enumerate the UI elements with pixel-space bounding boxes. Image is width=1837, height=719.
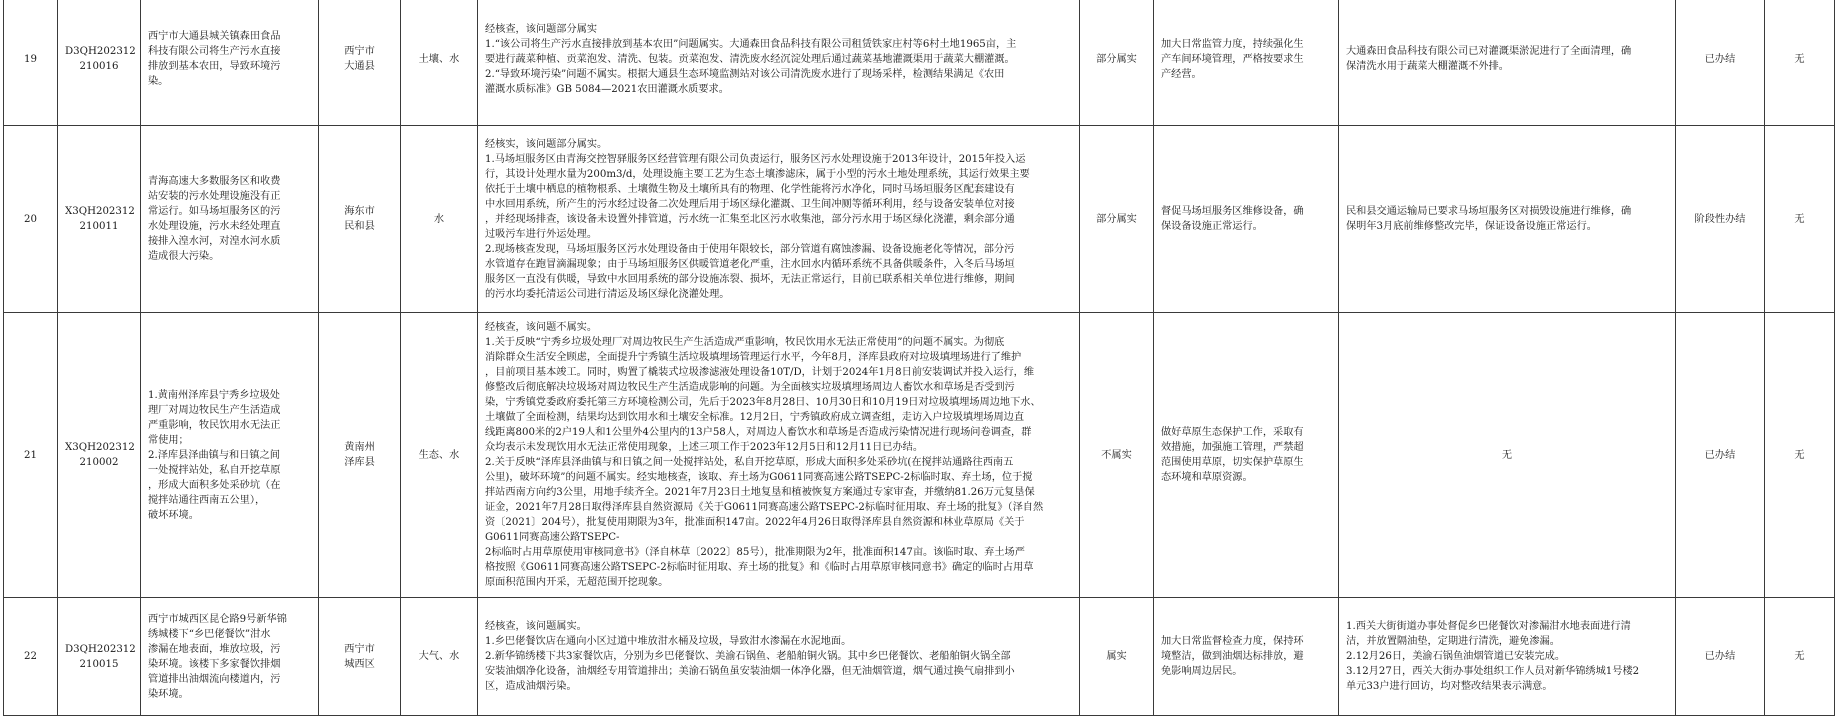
region: 西宁市 城西区 [319,598,401,716]
verdict: 属实 [1080,598,1154,716]
pollution-type: 水 [401,126,478,313]
complaint-table [3,0,1835,716]
table-row [4,313,1835,598]
case-code: D3QH202312 210015 [58,598,141,716]
row-number: 22 [4,598,58,716]
complaint-content: 青海高速大多数服务区和收费 站安装的污水处理设施没有正 常运行。如马场垣服务区的污 水处理设施，污水未经处理直 接排入湟水河，对湟水河水质 造成很大污染。 [141,126,319,313]
rectification-result: 大通森田食品科技有限公司已对灌溉渠淤泥进行了全面清理，确 保清洗水用于蔬菜大棚灌溉不外排。 [1339,0,1676,126]
handling-measures: 督促马场垣服务区维修设备，确 保设备设施正常运行。 [1154,126,1339,313]
complaint-content: 西宁市城西区昆仑路9号新华锦 绣城楼下“乡巴佬餐饮”泔水 渗漏在地表面，堆放垃圾，污 染环境。该楼下多家餐饮排烟 管道排出油烟流向楼道内，污 染环境。 [141,598,319,716]
handling-measures: 加大日常监督检查力度，保持环 境整洁，做到油烟达标排放，避 免影响周边居民。 [1154,598,1339,716]
pollution-type: 土壤、水 [401,0,478,126]
accountability: 无 [1765,126,1835,313]
verdict: 部分属实 [1080,126,1154,313]
case-code: X3QH202312 210002 [58,313,141,598]
accountability: 无 [1765,313,1835,598]
investigation-findings: 经核查，该问题属实。 1.乡巴佬餐饮店在通向小区过道中堆放泔水桶及垃圾，导致泔水渗漏在水泥地面。 2.新华锦绣楼下共3家餐饮店，分别为乡巴佬餐饮、美渝石锅鱼、老船舶铜火锅。其中乡巴佬餐饮、老船舶铜火锅全部 安装油烟净化设备，油烟经专用管道排出；美渝石锅鱼虽安装油烟一体净化器，但无油烟管道，烟气通过换气扇排到小 区，造成油烟污染。 [478,598,1080,716]
rectification-result: 1.西关大街街道办事处督促乡巴佬餐饮对渗漏泔水地表面进行清 洁，并放置隔油垫，定期进行清洗，避免渗漏。 2.12月26日，美渝石锅鱼油烟管道已安装完成。 3.12月27日，西关大街办事处组织工作人员对新华锦绣城1号楼2 单元33户进行回访，均对整改结果表示满意。 [1339,598,1676,716]
status: 阶段性办结 [1676,126,1765,313]
case-code: X3QH202312 210011 [58,126,141,313]
region: 海东市 民和县 [319,126,401,313]
complaint-content: 西宁市大通县城关镇森田食品 科技有限公司将生产污水直接 排放到基本农田，导致环境污 染。 [141,0,319,126]
region: 黄南州 泽库县 [319,313,401,598]
handling-measures: 做好草原生态保护工作，采取有 效措施，加强施工管理，严禁超 范围使用草原，切实保护草原生 态环境和草原资源。 [1154,313,1339,598]
pollution-type: 大气、水 [401,598,478,716]
rectification-result: 民和县交通运输局已要求马场垣服务区对损毁设施进行维修，确 保明年3月底前维修整改完毕，保证设备设施正常运行。 [1339,126,1676,313]
status: 已办结 [1676,598,1765,716]
case-code: D3QH202312 210016 [58,0,141,126]
complaint-content: 1.黄南州泽库县宁秀乡垃圾处 理厂对周边牧民生产生活造成 严重影响，牧民饮用水无法正 常使用； 2.泽库县泽曲镇与和日镇之间 一处搅拌站处，私自开挖草原 ，形成大面积多处采砂坑（在 搅拌站通往西南五公里）， 破坏环境。 [141,313,319,598]
investigation-findings: 经核实，该问题部分属实。 1.马场垣服务区由青海交控智驿服务区经营管理有限公司负责运行，服务区污水处理设施于2013年设计，2015年投入运 行，其设计处理水量为200m3/d，处理设施主要工艺为生态土壤渗滤床，属于小型的污水土地处理系统，其运行效果主要 依托于土壤中栖息的植物根系、土壤微生物及土壤所具有的物理、化学性能将污水净化，同时马场垣服务区配套建设有 中水回用系统，所产生的污水经过设备二次处理后用于场区绿化灌溉、卫生间冲厕等循环利用，经与设备安装单位对接 ，并经现场排查，该设备未设置外排管道，污水统一汇集至北区污水收集池，部分污水用于场区绿化浇灌，剩余部分通 过吸污车进行外运处理。 2.现场核查发现，马场垣服务区污水处理设备由于使用年限较长，部分管道有腐蚀渗漏、设备设施老化等情况，部分污 水管道存在跑冒滴漏现象；由于马场垣服务区供暖管道老化严重，注水回水内循环系统不具备供暖条件，入冬后马场垣 服务区一直没有供暖，导致中水回用系统的部分设施冻裂、损坏，无法正常运行，目前已联系相关单位进行维修，期间 的污水均委托清运公司进行清运及场区绿化浇灌处理。 [478,126,1080,313]
investigation-findings: 经核查，该问题部分属实 1.“该公司将生产污水直接排放到基本农田”问题属实。大通森田食品科技有限公司租赁铁家庄村等6村土地1965亩，主 要进行蔬菜种植、贡菜泡发、清洗、包装。贡菜泡发、清洗废水经沉淀处理后通过蔬菜基地灌溉渠用于蔬菜大棚灌溉。 2.“导致环境污染”问题不属实。根据大通县生态环境监测站对该公司清洗废水进行了现场采样，检测结果满足《农田 灌溉水质标准》GB 5084—2021农田灌溉水质要求。 [478,0,1080,126]
region: 西宁市 大通县 [319,0,401,126]
table-row [4,0,1835,126]
row-number: 21 [4,313,58,598]
accountability: 无 [1765,598,1835,716]
table-row [4,126,1835,313]
accountability: 无 [1765,0,1835,126]
handling-measures: 加大日常监管力度，持续强化生 产车间环境管理，严格按要求生 产经营。 [1154,0,1339,126]
table-row [4,598,1835,716]
verdict: 不属实 [1080,313,1154,598]
verdict: 部分属实 [1080,0,1154,126]
investigation-findings: 经核查，该问题不属实。 1.关于反映“宁秀乡垃圾处理厂对周边牧民生产生活造成严重影响，牧民饮用水无法正常使用”的问题不属实。为彻底 消除群众生活安全顾虑，全面提升宁秀镇生活垃圾填埋场管理运行水平，今年8月，泽库县政府对垃圾填埋场进行了维护 ，目前项目基本竣工。同时，购置了橇装式垃圾渗滤液处理设备10T/D，计划于2024年1月8日前安装调试并投入运行，维 修整改后彻底解决垃圾场对周边牧民生产生活造成影响的问题。为全面核实垃圾填埋场周边人畜饮水和草场是否受到污 染，宁秀镇党委政府委托第三方环境检测公司，先后于2023年8月28日、10月30日和10月19日对垃圾填埋场周边地下水、 土壤做了全面检测，结果均达到饮用水和土壤安全标准。12月2日，宁秀镇政府成立调查组，走访入户垃圾填埋场周边直 线距离800米的2户19人和1公里外4公里内的13户58人，对周边人畜饮水和草场是否造成污染情况进行现场问卷调查，群 众均表示未发现饮用水无法正常使用现象，上述三项工作于2023年12月5日和12月11日已办结。 2.关于反映“泽库县泽曲镇与和日镇之间一处搅拌站处，私自开挖草原，形成大面积多处采砂坑(在搅拌站通路往西南五 公里)，破坏环境”的问题不属实。经实地核查，该取、弃土场为G0611同赛高速公路TSEPC-2标临时取、弃土场，位于搅 拌站西南方向约3公里，用地手续齐全。2021年7月23日土地复垦和植被恢复方案通过专家审查，并缴纳81.26万元复垦保 证金，2021年7月28日取得泽库县自然资源局《关于G0611同赛高速公路TSEPC-2标临时征用取、弃土场的批复》（泽自然 资〔2021〕204号），批复使用期限为3年，批准面积147亩。2022年4月26日取得泽库县自然资源和林业草原局《关于 G0611同赛高速公路TSEPC- 2标临时占用草原使用审核同意书》（泽自林草〔2022〕85号），批准期限为2年，批准面积147亩。该临时取、弃土场严 格按照《G0611同赛高速公路TSEPC-2标临时征用取、弃土场的批复》和《临时占用草原审核同意书》确定的临时占用草 原面积范围内开采，无超范围开挖现象。 [478,313,1080,598]
pollution-type: 生态、水 [401,313,478,598]
row-number: 19 [4,0,58,126]
status: 已办结 [1676,0,1765,126]
status: 已办结 [1676,313,1765,598]
row-number: 20 [4,126,58,313]
rectification-result: 无 [1339,313,1676,598]
